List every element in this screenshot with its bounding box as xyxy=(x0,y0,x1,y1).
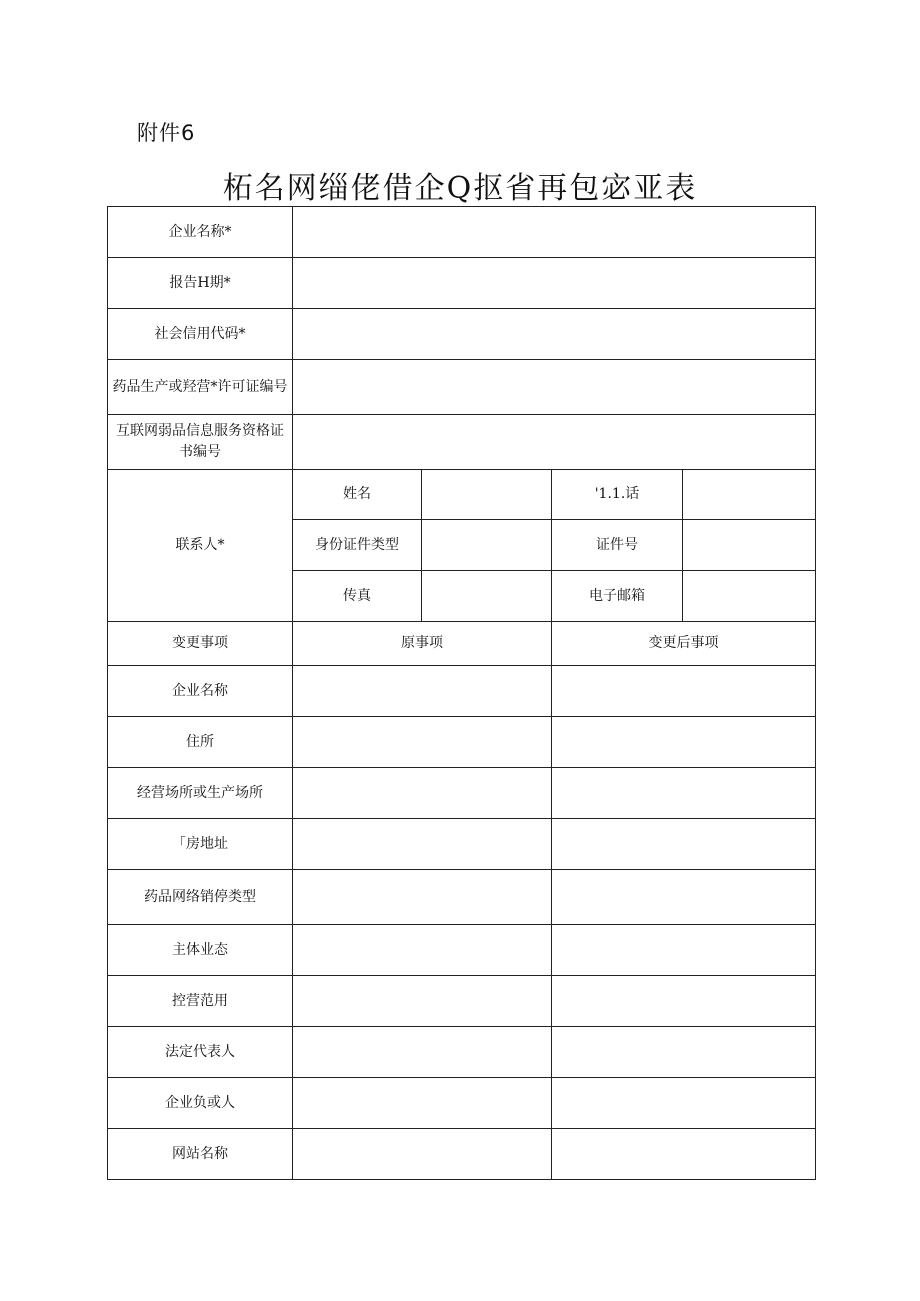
label-contact: 联系人* xyxy=(108,470,293,622)
field-after-change[interactable] xyxy=(552,1027,816,1078)
field-fax[interactable] xyxy=(422,571,552,622)
field-credit-code[interactable] xyxy=(293,309,816,360)
field-after-change[interactable] xyxy=(552,870,816,925)
form-title: 柘名网缁佬借企Q抠省再包宓亚表 xyxy=(222,171,698,206)
attachment-label: 附件6 xyxy=(137,121,196,145)
change-item-label: 企业负或人 xyxy=(108,1078,293,1129)
field-after-change[interactable] xyxy=(552,768,816,819)
label-contact-name: 姓名 xyxy=(293,470,422,520)
field-original[interactable] xyxy=(293,819,552,870)
change-item-label: 企业名称 xyxy=(108,666,293,717)
label-contact-phone: '1.1.话 xyxy=(552,470,683,520)
label-license-no: 药品生产或羟营*许可证编号 xyxy=(108,360,293,415)
label-credit-code: 社会信用代码* xyxy=(108,309,293,360)
change-item-label: 网站名称 xyxy=(108,1129,293,1180)
header-after-change: 变更后事项 xyxy=(552,622,816,666)
field-id-no[interactable] xyxy=(683,520,816,571)
field-original[interactable] xyxy=(293,666,552,717)
field-after-change[interactable] xyxy=(552,1078,816,1129)
change-form-table xyxy=(107,206,816,1180)
field-report-date[interactable] xyxy=(293,258,816,309)
field-id-type[interactable] xyxy=(422,520,552,571)
field-after-change[interactable] xyxy=(552,819,816,870)
field-after-change[interactable] xyxy=(552,976,816,1027)
field-after-change[interactable] xyxy=(552,717,816,768)
label-company-name: 企业名称* xyxy=(108,207,293,258)
label-fax: 传真 xyxy=(293,571,422,622)
change-item-label: 控营范用 xyxy=(108,976,293,1027)
label-id-no: 证件号 xyxy=(552,520,683,571)
field-after-change[interactable] xyxy=(552,925,816,976)
field-email[interactable] xyxy=(683,571,816,622)
change-item-label: 住所 xyxy=(108,717,293,768)
change-item-label: 法定代表人 xyxy=(108,1027,293,1078)
change-item-label: 经营场所或生产场所 xyxy=(108,768,293,819)
field-internet-cert[interactable] xyxy=(293,415,816,470)
field-original[interactable] xyxy=(293,1027,552,1078)
field-contact-name[interactable] xyxy=(422,470,552,520)
field-original[interactable] xyxy=(293,1129,552,1180)
field-original[interactable] xyxy=(293,1078,552,1129)
change-item-label: 「房地址 xyxy=(108,819,293,870)
field-original[interactable] xyxy=(293,925,552,976)
field-original[interactable] xyxy=(293,870,552,925)
field-after-change[interactable] xyxy=(552,1129,816,1180)
header-original: 原事项 xyxy=(293,622,552,666)
field-after-change[interactable] xyxy=(552,666,816,717)
change-item-label: 药品网络销停类型 xyxy=(108,870,293,925)
field-contact-phone[interactable] xyxy=(683,470,816,520)
label-report-date: 报告H期* xyxy=(108,258,293,309)
field-license-no[interactable] xyxy=(293,360,816,415)
label-id-type: 身份证件类型 xyxy=(293,520,422,571)
label-email: 电子邮箱 xyxy=(552,571,683,622)
field-original[interactable] xyxy=(293,976,552,1027)
field-original[interactable] xyxy=(293,768,552,819)
header-change-item: 变更事项 xyxy=(108,622,293,666)
field-original[interactable] xyxy=(293,717,552,768)
change-item-label: 主体业态 xyxy=(108,925,293,976)
field-company-name[interactable] xyxy=(293,207,816,258)
label-internet-cert: 互联网弱品信息服务资格证书编号 xyxy=(108,415,293,470)
